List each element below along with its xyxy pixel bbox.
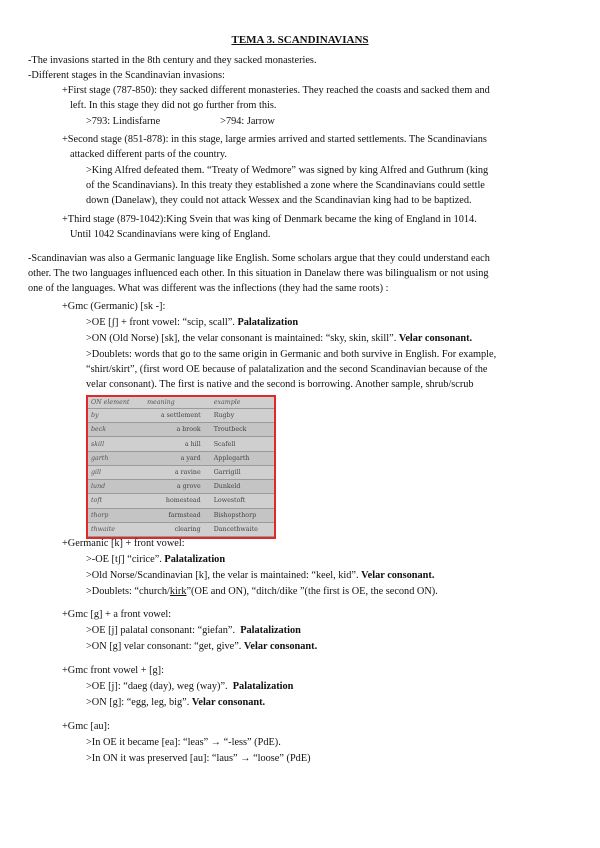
language-paragraph-line: other. The two languages influenced each other. In this situation in Danelaw there was bilingualism or not using xyxy=(28,268,489,279)
table-row xyxy=(88,437,274,451)
table-cell: farmstead xyxy=(144,508,211,522)
intro-line: -The invasions started in the 8th century and they sacked monasteries. xyxy=(28,55,317,66)
oe-label: Palatalization xyxy=(237,317,299,328)
on-text: >ON [g]: “egg, leg, big”. xyxy=(86,697,190,708)
table-cell: Lowestoft xyxy=(211,494,274,508)
doublets-text: >Doublets: “church/ xyxy=(86,586,170,597)
table-header: meaning xyxy=(144,397,211,409)
table-cell: a settlement xyxy=(144,409,211,423)
table-row xyxy=(88,508,274,522)
oe-text: >OE [j] palatal consonant: “giefan”. xyxy=(86,625,236,636)
stage3-line: Until 1042 Scandinavians were king of England. xyxy=(70,229,271,240)
oe-label: Palatalization xyxy=(164,554,226,565)
table-cell: lund xyxy=(88,480,144,494)
table-cell: skill xyxy=(88,437,144,451)
stage2-line: attacked different parts of the country. xyxy=(70,149,227,160)
gmc-sk-oe xyxy=(86,315,298,330)
language-paragraph-line: -Scandinavian was also a Germanic language like English. Some scholars argue that they could understand each xyxy=(28,253,490,264)
table-header: ON element xyxy=(88,397,144,409)
table-cell: homestead xyxy=(144,494,211,508)
gmc-sk-heading: +Gmc (Germanic) [sk -]: xyxy=(62,301,166,312)
page-title: TEMA 3. SCANDINAVIANS xyxy=(231,34,369,46)
table-header: example xyxy=(211,397,274,409)
gmc-au-heading: +Gmc [au]: xyxy=(62,721,110,732)
doublets-line: “shirt/skirt”, (first word OE because of palatalization and the second Scandinavian because of the xyxy=(86,364,488,375)
table-row xyxy=(88,480,274,494)
gmc-g-heading: +Gmc [g] + a front vowel: xyxy=(62,609,172,620)
table-cell: toft xyxy=(88,494,144,508)
table-cell: beck xyxy=(88,423,144,437)
table-header-row xyxy=(88,397,274,409)
oe-label: Palatalization xyxy=(232,681,294,692)
table-cell: garth xyxy=(88,451,144,465)
table-row xyxy=(88,409,274,423)
table-cell: Troutbeck xyxy=(211,423,274,437)
on-text: >ON [g] velar consonant: “get, give”. xyxy=(86,641,242,652)
oe-text: >-OE [tʃ] “cirice”. xyxy=(86,554,162,565)
table-cell: Garrigill xyxy=(211,465,274,479)
intro-line: -Different stages in the Scandinavian invasions: xyxy=(28,70,225,81)
table-cell: Bishopsthorp xyxy=(211,508,274,522)
table-cell: a yard xyxy=(144,451,211,465)
doublets-line: >Doublets: words that go to the same origin in Germanic and both survive in English. For example, xyxy=(86,349,497,360)
table-cell: gill xyxy=(88,465,144,479)
gmc-k-heading: +Germanic [k] + front vowel: xyxy=(62,538,185,549)
gmc-k-on xyxy=(86,568,434,583)
on-label: Velar consonant. xyxy=(243,641,318,652)
table-cell: Rugby xyxy=(211,409,274,423)
stage2-line: +Second stage (851-878): in this stage, large armies arrived and started settlements. The Scandinavians xyxy=(62,134,487,145)
on-text: >Old Norse/Scandinavian [k], the velar is maintained: “keel, kid”. xyxy=(86,570,359,581)
table-row xyxy=(88,494,274,508)
language-paragraph-line: one of the languages. What was different was the inflections (they had the same roots) : xyxy=(28,283,389,294)
table-row xyxy=(88,465,274,479)
stage1-dates xyxy=(86,114,275,129)
on-label: Velar consonant. xyxy=(361,570,435,581)
doublets-kirk: kirk xyxy=(169,586,187,597)
place-names-table-image xyxy=(86,395,276,539)
stage3-line: +Third stage (879-1042):King Svein that was king of Denmark became the king of England in 1014. xyxy=(62,214,477,225)
gmc-sk-on xyxy=(86,331,472,346)
table-row xyxy=(88,451,274,465)
gmc-k-doublets xyxy=(86,584,438,599)
stage2-note: >King Alfred defeated them. “Treaty of Wedmore” was signed by king Alfred and Guthrum (king xyxy=(86,165,489,176)
on-label: Velar consonant. xyxy=(398,333,473,344)
table-cell: by xyxy=(88,409,144,423)
doublets-line: velar consonant). The first is native and the second is borrowing. Another sample, shrub/scrub xyxy=(86,379,474,390)
table-cell: thorp xyxy=(88,508,144,522)
date-jarrow: >794: Jarrow xyxy=(220,116,275,127)
table-cell: Scafell xyxy=(211,437,274,451)
stage1-line: left. In this stage they did not go further from this. xyxy=(70,100,277,111)
doublets-text: ”(OE and ON), “ditch/dike ”(the first is OE, the second ON). xyxy=(186,586,438,597)
table-row xyxy=(88,423,274,437)
stage2-note: of the Scandinavians). In this treaty they established a zone where the Scandinavians could settle xyxy=(86,180,485,191)
gmc-g-oe xyxy=(86,623,301,638)
table-row xyxy=(88,522,274,536)
gmc-k-oe xyxy=(86,552,225,567)
gmc-g-on xyxy=(86,639,317,654)
on-text: >ON (Old Norse) [sk], the velar consonant is maintained: “sky, skin, skill”. xyxy=(86,333,397,344)
gmc-vg-oe xyxy=(86,679,293,694)
oe-text: >OE [ʃ] + front vowel: “scip, scall”. xyxy=(86,317,235,328)
table-cell: Dunkeld xyxy=(211,480,274,494)
table-cell: Dancethwaite xyxy=(211,522,274,536)
date-lindisfarne: >793: Lindisfarne xyxy=(86,116,161,127)
gmc-vg-on xyxy=(86,695,265,710)
on-label: Velar consonant. xyxy=(191,697,266,708)
gmc-vg-heading: +Gmc front vowel + [g]: xyxy=(62,665,164,676)
table-cell: clearing xyxy=(144,522,211,536)
stage2-note: down (Danelaw), they could not attack Wessex and the Scandinavian king had to be baptized. xyxy=(86,195,472,206)
table-cell: a grove xyxy=(144,480,211,494)
gmc-au-oe: >In OE it became [ea]: “leas” → “-less” (PdE). xyxy=(86,737,281,748)
table-cell: a ravine xyxy=(144,465,211,479)
table-cell: thwaite xyxy=(88,522,144,536)
stage1-line: +First stage (787-850): they sacked different monasteries. They reached the coasts and sacked them and xyxy=(62,85,490,96)
oe-label: Palatalization xyxy=(240,625,301,636)
table-cell: a hill xyxy=(144,437,211,451)
gmc-au-on: >In ON it was preserved [au]: “laus” → “loose” (PdE) xyxy=(86,753,311,764)
table-cell: Applegarth xyxy=(211,451,274,465)
table-cell: a brook xyxy=(144,423,211,437)
oe-text: >OE [j]: “daeg (day), weg (way)”. xyxy=(86,681,228,692)
